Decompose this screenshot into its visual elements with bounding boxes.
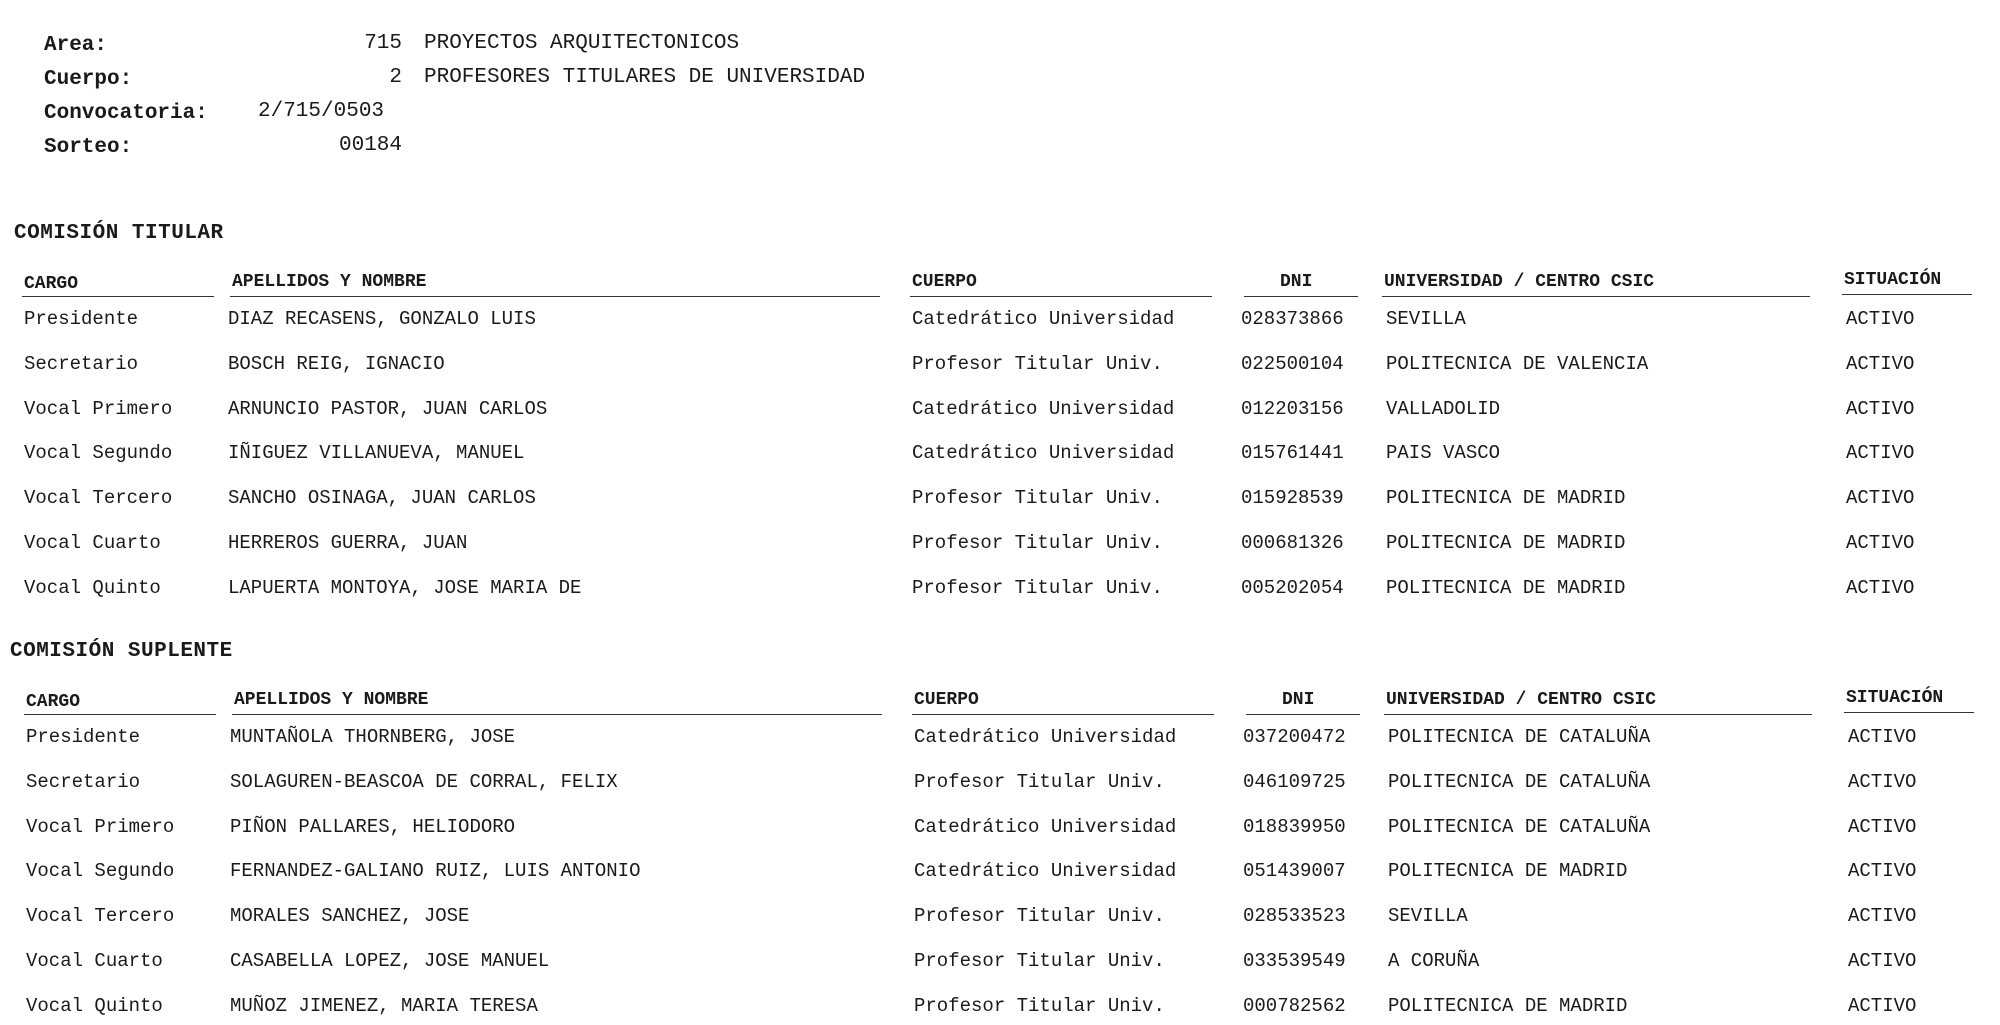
cell-cargo: Secretario (26, 771, 141, 793)
col-head-nombre-2: APELLIDOS Y NOMBRE (234, 690, 429, 710)
rule-cuerpo (910, 296, 1212, 297)
rule-cargo (22, 296, 214, 297)
col-head-cuerpo-2: CUERPO (914, 690, 979, 710)
cell-universidad: PAIS VASCO (1386, 442, 1501, 464)
cell-nombre: DIAZ RECASENS, GONZALO LUIS (228, 308, 536, 330)
cell-nombre: MORALES SANCHEZ, JOSE (230, 905, 470, 927)
area-code: 715 (364, 32, 402, 55)
cell-situacion: ACTIVO (1848, 950, 1917, 972)
cell-situacion: ACTIVO (1846, 532, 1915, 554)
cell-cargo: Vocal Cuarto (24, 532, 161, 554)
cell-situacion: ACTIVO (1848, 726, 1917, 748)
rule-cargo-2 (24, 714, 216, 715)
cuerpo-label: Cuerpo: (44, 68, 133, 91)
cell-cuerpo: Profesor Titular Univ. (914, 950, 1165, 972)
col-head-cargo-2: CARGO (26, 692, 81, 712)
cell-dni: 005202054 (1241, 577, 1344, 599)
area-desc: PROYECTOS ARQUITECTONICOS (424, 32, 740, 55)
col-head-situacion-2: SITUACIÓN (1846, 688, 1944, 708)
cell-dni: 033539549 (1243, 950, 1346, 972)
cuerpo-desc: PROFESORES TITULARES DE UNIVERSIDAD (424, 66, 866, 89)
rule-cuerpo-2 (912, 714, 1214, 715)
col-head-situacion: SITUACIÓN (1844, 270, 1942, 290)
cell-cargo: Vocal Tercero (24, 487, 173, 509)
area-label: Area: (44, 34, 108, 57)
cell-cargo: Vocal Quinto (26, 995, 163, 1017)
cell-nombre: IÑIGUEZ VILLANUEVA, MANUEL (228, 442, 525, 464)
cell-cuerpo: Catedrático Universidad (914, 816, 1177, 838)
rule-universidad (1382, 296, 1810, 297)
cuerpo-code: 2 (389, 66, 402, 89)
cell-cargo: Vocal Segundo (26, 860, 175, 882)
cell-situacion: ACTIVO (1846, 353, 1915, 375)
cell-dni: 046109725 (1243, 771, 1346, 793)
cell-dni: 028373866 (1241, 308, 1344, 330)
suplente-title: COMISIÓN SUPLENTE (10, 640, 233, 663)
cell-universidad: A CORUÑA (1388, 950, 1480, 972)
cell-universidad: POLITECNICA DE CATALUÑA (1388, 726, 1651, 748)
rule-nombre-2 (232, 714, 882, 715)
cell-situacion: ACTIVO (1846, 308, 1915, 330)
cell-dni: 000782562 (1243, 995, 1346, 1017)
titular-title: COMISIÓN TITULAR (14, 222, 224, 245)
col-head-dni: DNI (1280, 272, 1313, 292)
cell-nombre: FERNANDEZ-GALIANO RUIZ, LUIS ANTONIO (230, 860, 641, 882)
cell-cargo: Presidente (24, 308, 139, 330)
cell-nombre: CASABELLA LOPEZ, JOSE MANUEL (230, 950, 550, 972)
cell-cuerpo: Catedrático Universidad (914, 726, 1177, 748)
cell-cargo: Secretario (24, 353, 139, 375)
cell-cargo: Vocal Segundo (24, 442, 173, 464)
cell-nombre: HERREROS GUERRA, JUAN (228, 532, 468, 554)
cell-universidad: VALLADOLID (1386, 398, 1501, 420)
cell-cuerpo: Catedrático Universidad (912, 442, 1175, 464)
cell-cuerpo: Catedrático Universidad (912, 398, 1175, 420)
cell-nombre: LAPUERTA MONTOYA, JOSE MARIA DE (228, 577, 582, 599)
cell-universidad: POLITECNICA DE VALENCIA (1386, 353, 1649, 375)
cell-cuerpo: Profesor Titular Univ. (914, 995, 1165, 1017)
sorteo-value: 00184 (338, 134, 402, 157)
cell-universidad: SEVILLA (1388, 905, 1468, 927)
cell-cuerpo: Profesor Titular Univ. (914, 905, 1165, 927)
cell-cuerpo: Profesor Titular Univ. (912, 487, 1163, 509)
cell-dni: 012203156 (1241, 398, 1344, 420)
cell-universidad: POLITECNICA DE MADRID (1388, 995, 1628, 1017)
convocatoria-label: Convocatoria: (44, 102, 208, 125)
cell-universidad: SEVILLA (1386, 308, 1466, 330)
rule-situacion (1842, 294, 1972, 295)
cell-dni: 028533523 (1243, 905, 1346, 927)
cell-situacion: ACTIVO (1846, 577, 1915, 599)
cell-nombre: SANCHO OSINAGA, JUAN CARLOS (228, 487, 536, 509)
cell-cargo: Vocal Primero (24, 398, 173, 420)
rule-situacion-2 (1844, 712, 1974, 713)
col-head-cuerpo: CUERPO (912, 272, 977, 292)
cell-cargo: Presidente (26, 726, 141, 748)
cell-nombre: SOLAGUREN-BEASCOA DE CORRAL, FELIX (230, 771, 618, 793)
cell-dni: 018839950 (1243, 816, 1346, 838)
cell-universidad: POLITECNICA DE MADRID (1386, 487, 1626, 509)
cell-situacion: ACTIVO (1848, 860, 1917, 882)
cell-situacion: ACTIVO (1846, 398, 1915, 420)
cell-dni: 022500104 (1241, 353, 1344, 375)
rule-universidad-2 (1384, 714, 1812, 715)
cell-nombre: MUNTAÑOLA THORNBERG, JOSE (230, 726, 516, 748)
cell-situacion: ACTIVO (1846, 487, 1915, 509)
cell-cargo: Vocal Tercero (26, 905, 175, 927)
cell-universidad: POLITECNICA DE MADRID (1386, 577, 1626, 599)
cell-dni: 000681326 (1241, 532, 1344, 554)
cell-cargo: Vocal Primero (26, 816, 175, 838)
col-head-universidad-2: UNIVERSIDAD / CENTRO CSIC (1386, 690, 1657, 710)
cell-universidad: POLITECNICA DE CATALUÑA (1388, 771, 1651, 793)
cell-situacion: ACTIVO (1848, 905, 1917, 927)
col-head-dni-2: DNI (1282, 690, 1315, 710)
convocatoria-value: 2/715/0503 (258, 100, 385, 123)
cell-situacion: ACTIVO (1846, 442, 1915, 464)
cell-cargo: Vocal Quinto (24, 577, 161, 599)
cell-dni: 015761441 (1241, 442, 1344, 464)
cell-universidad: POLITECNICA DE MADRID (1388, 860, 1628, 882)
cell-cargo: Vocal Cuarto (26, 950, 163, 972)
cell-universidad: POLITECNICA DE MADRID (1386, 532, 1626, 554)
cell-nombre: BOSCH REIG, IGNACIO (228, 353, 445, 375)
cell-situacion: ACTIVO (1848, 771, 1917, 793)
cell-cuerpo: Profesor Titular Univ. (912, 353, 1163, 375)
cell-nombre: ARNUNCIO PASTOR, JUAN CARLOS (228, 398, 548, 420)
cell-situacion: ACTIVO (1848, 816, 1917, 838)
cell-nombre: MUÑOZ JIMENEZ, MARIA TERESA (230, 995, 538, 1017)
rule-nombre (230, 296, 880, 297)
cell-cuerpo: Catedrático Universidad (914, 860, 1177, 882)
cell-cuerpo: Profesor Titular Univ. (912, 532, 1163, 554)
cell-situacion: ACTIVO (1848, 995, 1917, 1017)
col-head-nombre: APELLIDOS Y NOMBRE (232, 272, 427, 292)
cell-cuerpo: Profesor Titular Univ. (912, 577, 1163, 599)
col-head-cargo: CARGO (24, 274, 79, 294)
sorteo-label: Sorteo: (44, 136, 133, 159)
cell-dni: 051439007 (1243, 860, 1346, 882)
cell-universidad: POLITECNICA DE CATALUÑA (1388, 816, 1651, 838)
cell-cuerpo: Catedrático Universidad (912, 308, 1175, 330)
cell-cuerpo: Profesor Titular Univ. (914, 771, 1165, 793)
rule-dni-2 (1246, 714, 1360, 715)
cell-nombre: PIÑON PALLARES, HELIODORO (230, 816, 516, 838)
rule-dni (1244, 296, 1358, 297)
cell-dni: 015928539 (1241, 487, 1344, 509)
col-head-universidad: UNIVERSIDAD / CENTRO CSIC (1384, 272, 1655, 292)
cell-dni: 037200472 (1243, 726, 1346, 748)
